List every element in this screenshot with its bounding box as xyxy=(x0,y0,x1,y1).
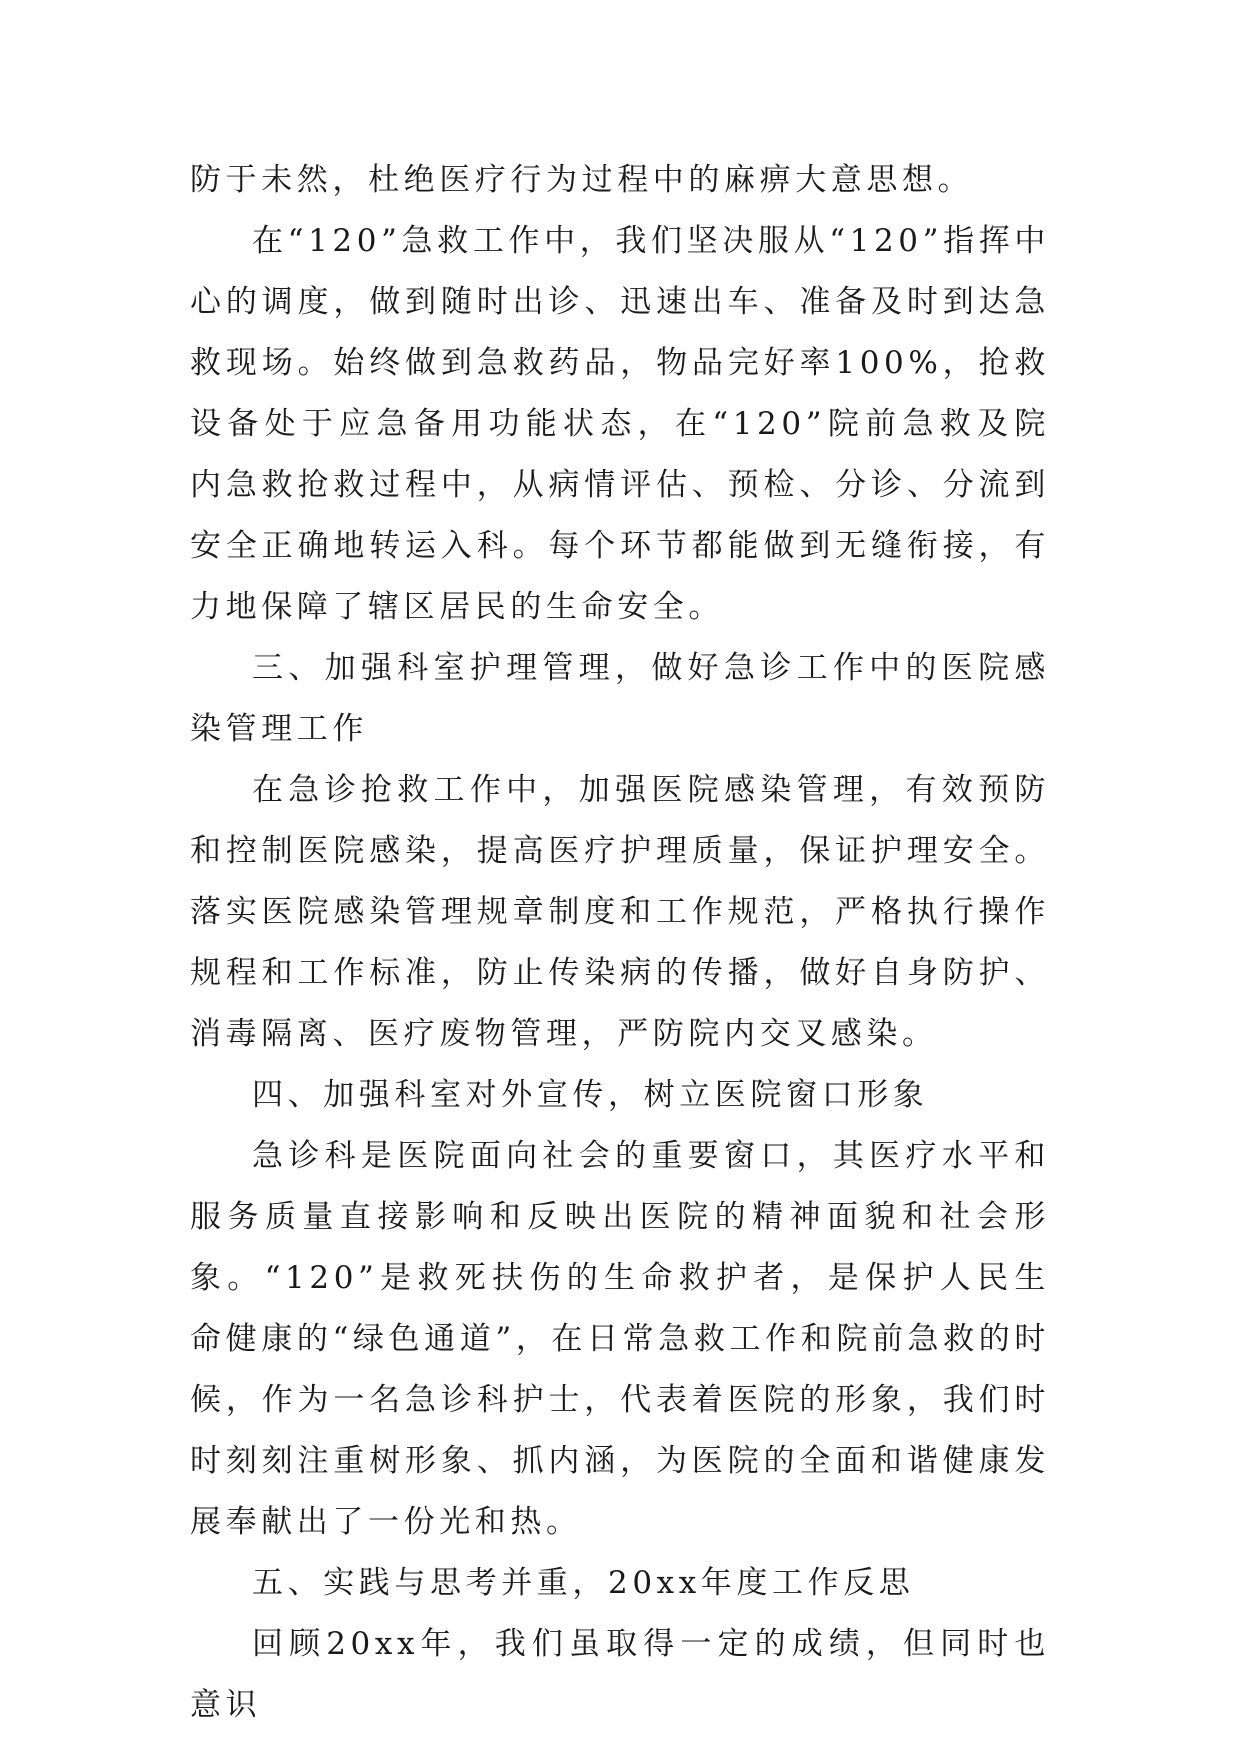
section-heading: 三、加强科室护理管理，做好急诊工作中的医院感染管理工作 xyxy=(190,650,1050,747)
paragraph: 防于未然，杜绝医疗行为过程中的麻痹大意思想。 xyxy=(190,162,974,198)
section-heading: 五、实践与思考并重，20xx年度工作反思 xyxy=(252,1565,915,1601)
paragraph: 回顾20xx年，我们虽取得一定的成绩，但同时也意识 xyxy=(190,1626,1050,1723)
section-heading: 四、加强科室对外宣传，树立医院窗口形象 xyxy=(252,1077,929,1113)
paragraph: 急诊科是医院面向社会的重要窗口，其医疗水平和服务质量直接影响和反映出医院的精神面貌和社会形象。“120”是救死扶伤的生命救护者，是保护人民生命健康的“绿色通道”，在日常急救工作和院前急救的时候，作为一名急诊科护士，代表着医院的形象，我们时时刻刻注重树形象、抓内涵，为医院的全面和谐健康发展奉献出了一份光和热。 xyxy=(190,1138,1050,1540)
paragraph: 在急诊抢救工作中，加强医院感染管理，有效预防和控制医院感染，提高医疗护理质量，保证护理安全。落实医院感染管理规章制度和工作规范，严格执行操作规程和工作标准，防止传染病的传播，做好自身防护、消毒隔离、医疗废物管理，严防院内交叉感染。 xyxy=(190,772,1050,1052)
document-body xyxy=(190,150,1050,1736)
paragraph: 在“120”急救工作中，我们坚决服从“120”指挥中心的调度，做到随时出诊、迅速出车、准备及时到达急救现场。始终做到急救药品，物品完好率100%，抢救设备处于应急备用功能状态，在“120”院前急救及院内急救抢救过程中，从病情评估、预检、分诊、分流到安全正确地转运入科。每个环节都能做到无缝衔接，有力地保障了辖区居民的生命安全。 xyxy=(190,223,1050,625)
